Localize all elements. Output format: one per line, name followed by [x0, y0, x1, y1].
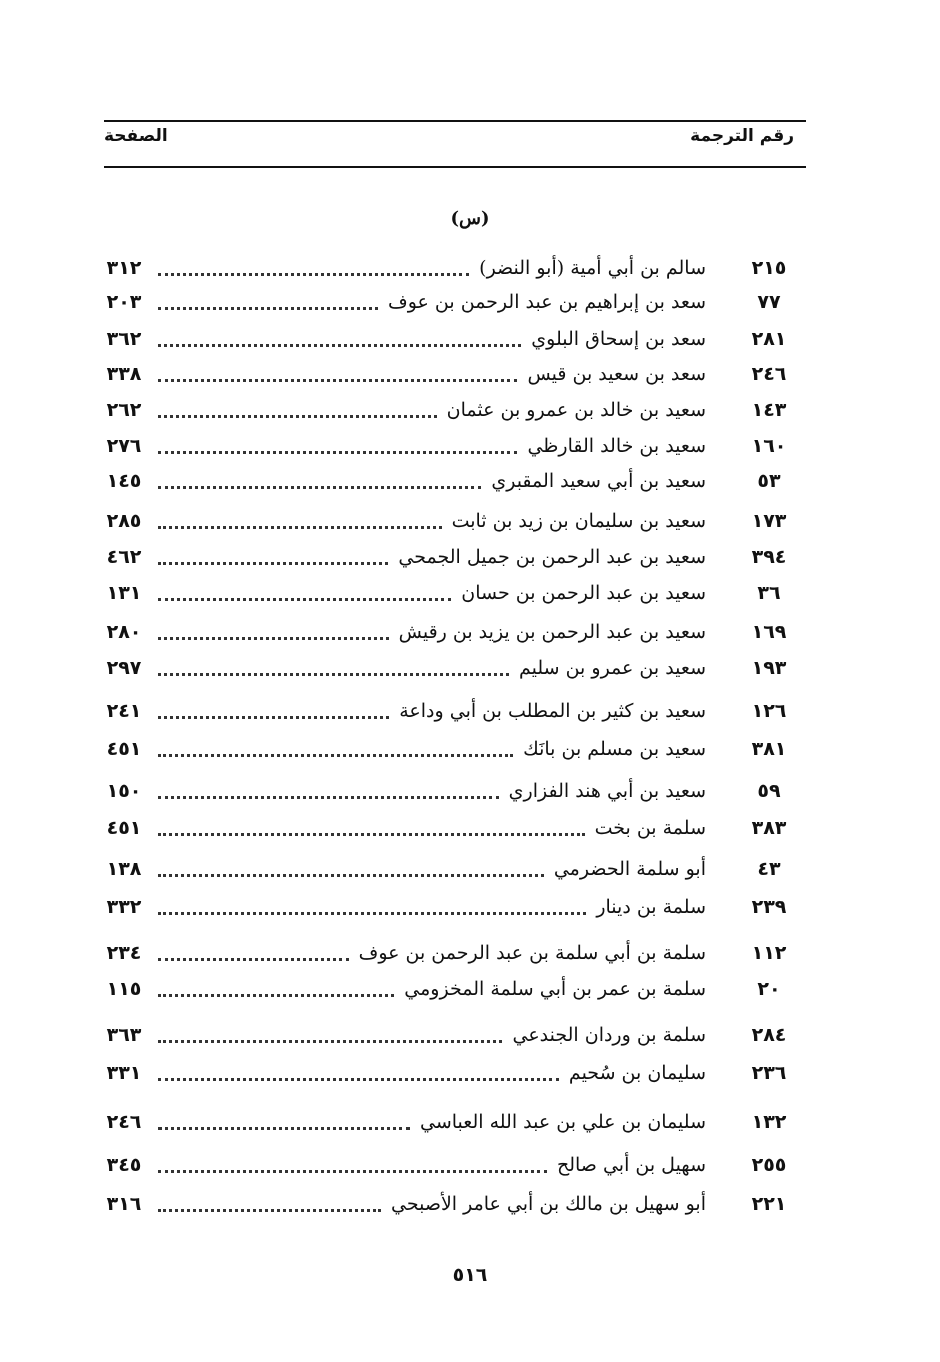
entry-page: ٣٣١ — [106, 1062, 142, 1084]
index-entry-row — [96, 577, 796, 609]
entry-number: ٢٤٦ — [751, 363, 787, 385]
index-entry-row — [96, 252, 796, 284]
index-entry-row — [96, 891, 796, 923]
entry-name: سلمة بن بخت — [591, 817, 706, 839]
entry-page: ٤٥١ — [106, 738, 142, 760]
dot-leader — [158, 796, 499, 799]
entry-name: سعيد بن عمرو بن سليم — [515, 657, 706, 679]
entry-page: ١٥٠ — [106, 780, 142, 802]
entry-number: ٣٨١ — [751, 738, 787, 760]
entry-page: ٢٨٠ — [106, 621, 142, 643]
index-entry-row — [96, 616, 796, 648]
entry-page: ٣١٢ — [106, 257, 142, 279]
entry-number: ٢١٥ — [751, 257, 787, 279]
index-entry-row — [96, 541, 796, 573]
entry-name: سعد بن سعيد بن قيس — [523, 363, 706, 385]
dot-leader — [158, 1127, 410, 1130]
entry-page: ٢٩٧ — [106, 657, 142, 679]
entry-number: ٢٨١ — [751, 328, 787, 350]
dot-leader — [158, 754, 513, 757]
entry-name: سليمان بن علي بن عبد الله العباسي — [416, 1111, 706, 1133]
entry-name: سلمة بن أبي سلمة بن عبد الرحمن بن عوف — [355, 942, 706, 964]
entry-name: سعيد بن مسلم بن بانَك — [519, 738, 706, 760]
index-entry-row — [96, 358, 796, 390]
dot-leader — [158, 673, 509, 676]
entry-name: سعيد بن عبد الرحمن بن يزيد بن رقيش — [395, 621, 706, 643]
entry-name: سعيد بن عبد الرحمن بن حسان — [457, 582, 706, 604]
dot-leader — [158, 994, 394, 997]
entry-name: سعيد بن أبي سعيد المقبري — [487, 470, 706, 492]
dot-leader — [158, 874, 544, 877]
entry-name: سعيد بن كثير بن المطلب بن أبي وداعة — [395, 700, 706, 722]
entry-number: ١٧٣ — [751, 510, 787, 532]
dot-leader — [158, 307, 378, 310]
header-entry-number-label: رقم الترجمة — [690, 126, 794, 146]
entry-number: ٧٧ — [757, 291, 781, 313]
entry-page: ٣٣٨ — [106, 363, 142, 385]
dot-leader — [158, 415, 437, 418]
entry-number: ١٦٩ — [751, 621, 787, 643]
entry-page: ٣٣٢ — [106, 896, 142, 918]
index-entry-row — [96, 853, 796, 885]
entry-number: ٢٥٥ — [751, 1154, 787, 1176]
entry-name: سعيد بن عبد الرحمن بن جميل الجمحي — [394, 546, 706, 568]
entry-name: أبو سلمة الحضرمي — [550, 858, 706, 880]
entry-number: ١٦٠ — [751, 435, 787, 457]
entry-number: ٢٠ — [757, 978, 781, 1000]
entry-page: ٣٦٢ — [106, 328, 142, 350]
dot-leader — [158, 1170, 547, 1173]
entry-page: ١٣٨ — [106, 858, 142, 880]
entry-page: ٣٤٥ — [106, 1154, 142, 1176]
entry-number: ٤٣ — [757, 858, 781, 880]
entry-name: سعيد بن سليمان بن زيد بن ثابت — [448, 510, 706, 532]
entry-page: ٤٥١ — [106, 817, 142, 839]
index-entry-row — [96, 1188, 796, 1220]
index-entry-row — [96, 286, 796, 318]
entry-number: ١٤٣ — [751, 399, 787, 421]
index-entry-row — [96, 465, 796, 497]
dot-leader — [158, 1209, 381, 1212]
index-entry-row — [96, 1019, 796, 1051]
entry-name: سليمان بن سُحيم — [565, 1062, 706, 1084]
entry-page: ١١٥ — [106, 978, 142, 1000]
dot-leader — [158, 912, 586, 915]
entry-name: سلمة بن دينار — [592, 896, 706, 918]
dot-leader — [158, 598, 451, 601]
entry-name: سلمة بن وردان الجندعي — [508, 1024, 706, 1046]
section-letter: (س) — [450, 208, 490, 229]
entry-number: ١١٢ — [751, 942, 787, 964]
entry-number: ٢٣٩ — [751, 896, 787, 918]
index-entry-row — [96, 505, 796, 537]
entry-number: ٣٩٤ — [751, 546, 787, 568]
entry-number: ٣٦ — [757, 582, 781, 604]
entry-name: سعيد بن أبي هند الفزاري — [505, 780, 706, 802]
entry-number: ٣٨٣ — [751, 817, 787, 839]
index-entry-row — [96, 323, 796, 355]
entry-name: سالم بن أبي أمية (أبو النضر) — [475, 257, 706, 279]
index-entry-row — [96, 733, 796, 765]
entry-page: ١٤٥ — [106, 470, 142, 492]
dot-leader — [158, 716, 389, 719]
dot-leader — [158, 958, 349, 961]
entry-number: ٢٢١ — [751, 1193, 787, 1215]
page-number: ٥١٦ — [452, 1264, 488, 1286]
entry-name: سلمة بن عمر بن أبي سلمة المخزومي — [400, 978, 706, 1000]
index-entry-row — [96, 973, 796, 1005]
entry-page: ٢٦٢ — [106, 399, 142, 421]
index-entry-row — [96, 430, 796, 462]
entry-page: ٣٦٣ — [106, 1024, 142, 1046]
entry-number: ٥٩ — [757, 780, 781, 802]
index-entry-row — [96, 1149, 796, 1181]
dot-leader — [158, 379, 517, 382]
entry-page: ٢٧٦ — [106, 435, 142, 457]
dot-leader — [158, 833, 585, 836]
entry-page: ٣١٦ — [106, 1193, 142, 1215]
header-page-label: الصفحة — [104, 126, 168, 146]
index-entry-row — [96, 1106, 796, 1138]
index-entry-row — [96, 695, 796, 727]
dot-leader — [158, 451, 517, 454]
dot-leader — [158, 273, 469, 276]
dot-leader — [158, 526, 442, 529]
entry-name: سعد بن إبراهيم بن عبد الرحمن بن عوف — [384, 291, 706, 313]
dot-leader — [158, 1040, 502, 1043]
entry-page: ٤٦٢ — [106, 546, 142, 568]
entry-name: سعد بن إسحاق البلوي — [527, 328, 706, 350]
index-entry-row — [96, 937, 796, 969]
index-entry-row — [96, 652, 796, 684]
entry-page: ٢٤٦ — [106, 1111, 142, 1133]
index-entry-row — [96, 812, 796, 844]
entry-number: ٢٨٤ — [751, 1024, 787, 1046]
dot-leader — [158, 1078, 559, 1081]
entry-page: ٢٠٣ — [106, 291, 142, 313]
entry-name: سعيد بن خالد القارظي — [523, 435, 706, 457]
dot-leader — [158, 562, 388, 565]
entry-name: سعيد بن خالد بن عمرو بن عثمان — [443, 399, 706, 421]
entry-name: أبو سهيل بن مالك بن أبي عامر الأصبحي — [387, 1193, 706, 1215]
index-entry-row — [96, 1057, 796, 1089]
entry-number: ١٢٦ — [751, 700, 787, 722]
index-entry-row — [96, 775, 796, 807]
entry-page: ٢٨٥ — [106, 510, 142, 532]
entry-number: ٥٣ — [757, 470, 781, 492]
dot-leader — [158, 486, 481, 489]
entry-number: ١٩٣ — [751, 657, 787, 679]
entry-page: ٢٣٤ — [106, 942, 142, 964]
entry-page: ٢٤١ — [106, 700, 142, 722]
dot-leader — [158, 344, 521, 347]
dot-leader — [158, 637, 389, 640]
entry-name: سهيل بن أبي صالح — [553, 1154, 706, 1176]
index-entry-row — [96, 394, 796, 426]
entry-number: ١٣٢ — [751, 1111, 787, 1133]
entry-page: ١٣١ — [106, 582, 142, 604]
entry-number: ٢٣٦ — [751, 1062, 787, 1084]
